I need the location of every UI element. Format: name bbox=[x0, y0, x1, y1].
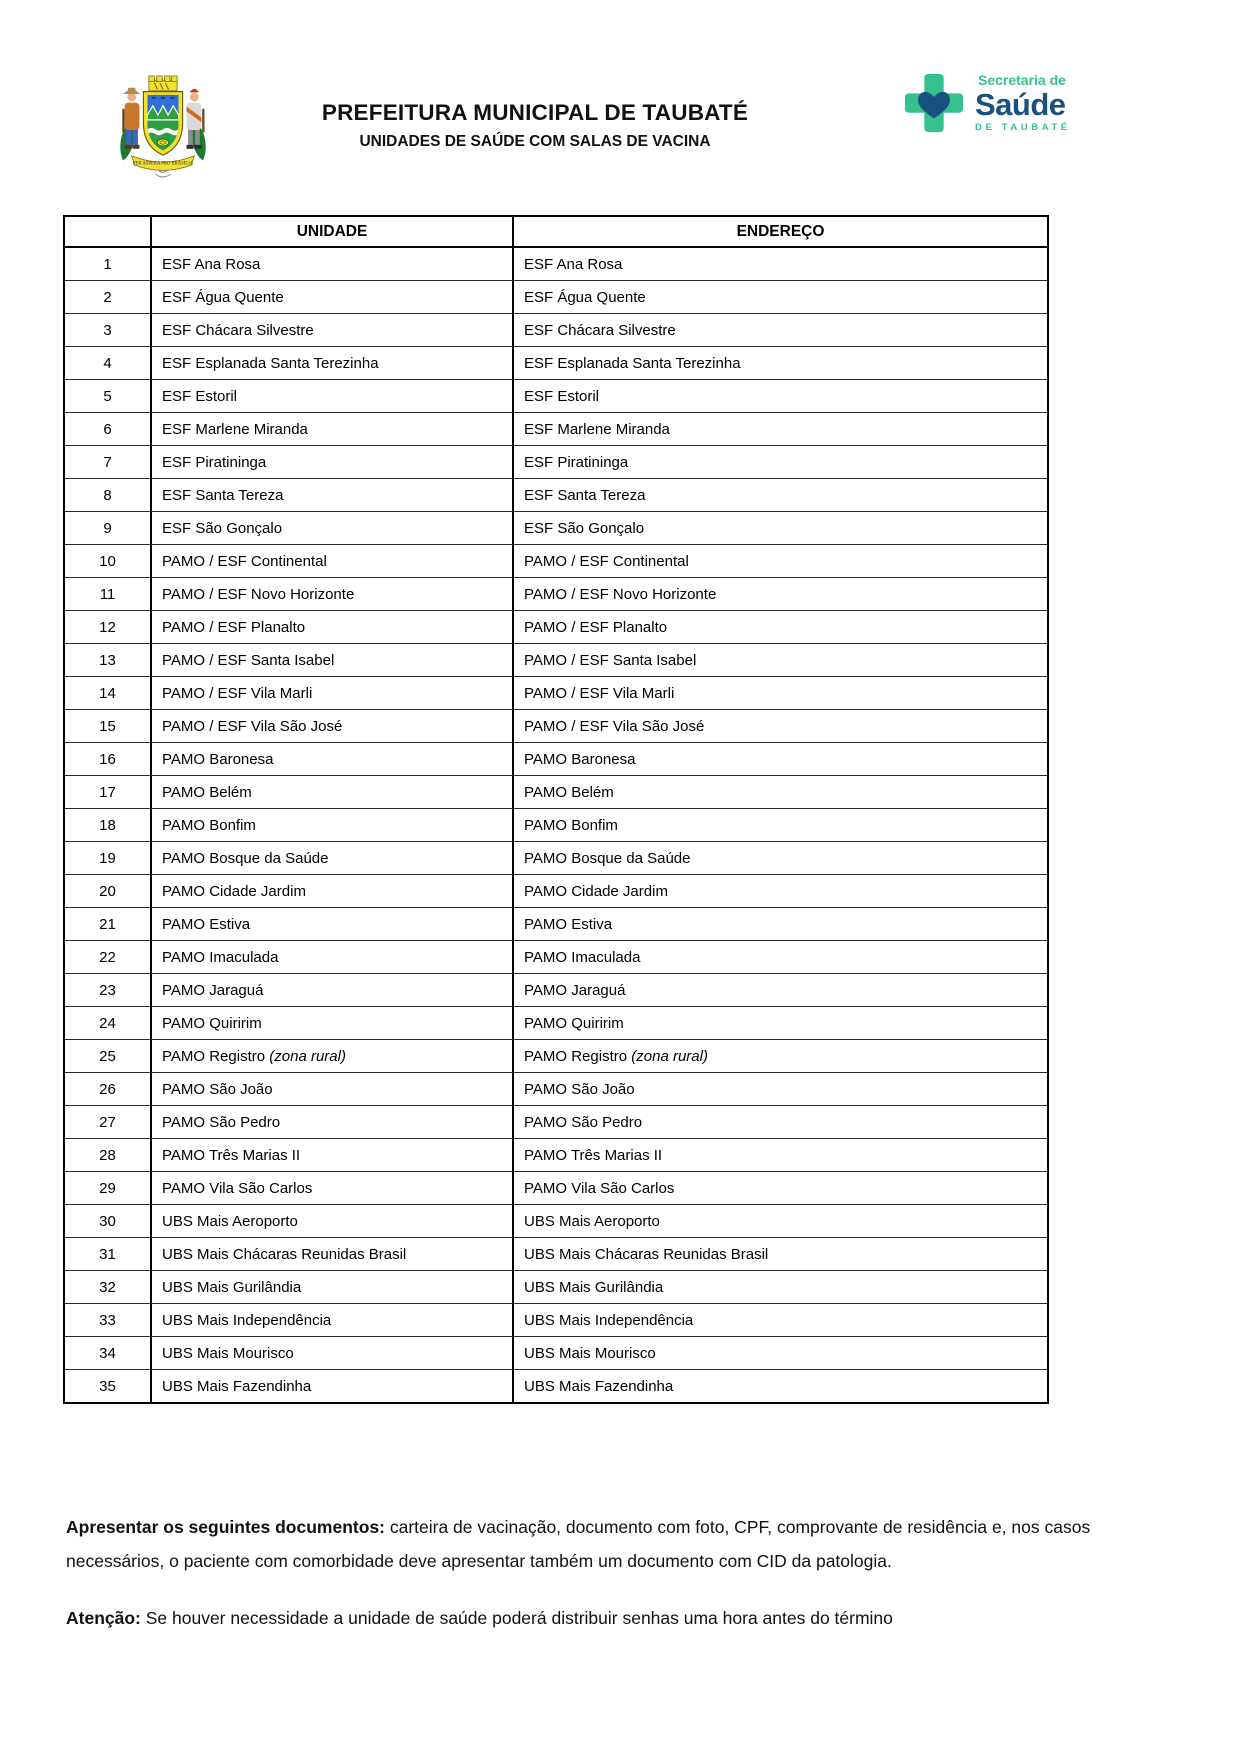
row-number-cell: 20 bbox=[64, 875, 151, 908]
table-row bbox=[64, 776, 1048, 809]
table-row bbox=[64, 941, 1048, 974]
row-number-cell: 15 bbox=[64, 710, 151, 743]
unidade-cell: PAMO Jaraguá bbox=[151, 974, 513, 1007]
unidade-cell: ESF Marlene Miranda bbox=[151, 413, 513, 446]
table-row bbox=[64, 1370, 1048, 1404]
attention-note bbox=[66, 1601, 1151, 1635]
attention-note-text: Se houver necessidade a unidade de saúde poderá distribuir senhas uma hora antes do término bbox=[140, 1608, 893, 1628]
column-header-number bbox=[64, 216, 151, 247]
endereco-cell: ESF Ana Rosa bbox=[513, 247, 1048, 281]
unidade-cell: ESF Piratininga bbox=[151, 446, 513, 479]
saude-secretariat-logo bbox=[903, 72, 1071, 134]
unidade-cell: ESF Chácara Silvestre bbox=[151, 314, 513, 347]
unidade-cell: PAMO São João bbox=[151, 1073, 513, 1106]
row-number-cell: 2 bbox=[64, 281, 151, 314]
table-row bbox=[64, 1172, 1048, 1205]
endereco-cell: PAMO / ESF Vila São José bbox=[513, 710, 1048, 743]
page-title: PREFEITURA MUNICIPAL DE TAUBATÉ bbox=[321, 100, 749, 125]
table-row bbox=[64, 677, 1048, 710]
endereco-cell: ESF Chácara Silvestre bbox=[513, 314, 1048, 347]
row-number-cell: 24 bbox=[64, 1007, 151, 1040]
endereco-cell: PAMO Jaraguá bbox=[513, 974, 1048, 1007]
unidade-cell: PAMO Cidade Jardim bbox=[151, 875, 513, 908]
unidade-cell: PAMO Baronesa bbox=[151, 743, 513, 776]
table-row bbox=[64, 1304, 1048, 1337]
unidade-cell: ESF Água Quente bbox=[151, 281, 513, 314]
endereco-cell: UBS Mais Independência bbox=[513, 1304, 1048, 1337]
row-number-cell: 31 bbox=[64, 1238, 151, 1271]
row-number-cell: 33 bbox=[64, 1304, 151, 1337]
unidade-cell: UBS Mais Chácaras Reunidas Brasil bbox=[151, 1238, 513, 1271]
endereco-cell: ESF São Gonçalo bbox=[513, 512, 1048, 545]
table-row bbox=[64, 578, 1048, 611]
endereco-cell: PAMO Vila São Carlos bbox=[513, 1172, 1048, 1205]
row-number-cell: 34 bbox=[64, 1337, 151, 1370]
endereco-cell-note: (zona rural) bbox=[627, 1047, 708, 1065]
table-row bbox=[64, 611, 1048, 644]
endereco-cell: UBS Mais Gurilândia bbox=[513, 1271, 1048, 1304]
endereco-cell: ESF Esplanada Santa Terezinha bbox=[513, 347, 1048, 380]
row-number-cell: 23 bbox=[64, 974, 151, 1007]
row-number-cell: 17 bbox=[64, 776, 151, 809]
table-row bbox=[64, 1205, 1048, 1238]
row-number-cell: 10 bbox=[64, 545, 151, 578]
table-row bbox=[64, 314, 1048, 347]
endereco-cell: PAMO São João bbox=[513, 1073, 1048, 1106]
endereco-cell: ESF Água Quente bbox=[513, 281, 1048, 314]
unidade-cell: PAMO Quiririm bbox=[151, 1007, 513, 1040]
unidade-cell: PAMO / ESF Novo Horizonte bbox=[151, 578, 513, 611]
row-number-cell: 21 bbox=[64, 908, 151, 941]
table-row bbox=[64, 413, 1048, 446]
row-number-cell: 25 bbox=[64, 1040, 151, 1073]
table-row bbox=[64, 446, 1048, 479]
row-number-cell: 29 bbox=[64, 1172, 151, 1205]
table-row bbox=[64, 347, 1048, 380]
endereco-cell: PAMO Quiririm bbox=[513, 1007, 1048, 1040]
row-number-cell: 16 bbox=[64, 743, 151, 776]
row-number-cell: 22 bbox=[64, 941, 151, 974]
table-row bbox=[64, 1337, 1048, 1370]
table-row bbox=[64, 1139, 1048, 1172]
row-number-cell: 18 bbox=[64, 809, 151, 842]
unidade-cell: UBS Mais Mourisco bbox=[151, 1337, 513, 1370]
unidade-cell: ESF Ana Rosa bbox=[151, 247, 513, 281]
table-row bbox=[64, 1040, 1048, 1073]
endereco-cell: PAMO Baronesa bbox=[513, 743, 1048, 776]
row-number-cell: 12 bbox=[64, 611, 151, 644]
unidade-cell: PAMO Registro (zona rural) bbox=[151, 1040, 513, 1073]
saude-logo-line1: Secretaria de bbox=[978, 72, 1066, 89]
unidade-cell: PAMO / ESF Planalto bbox=[151, 611, 513, 644]
table-row bbox=[64, 908, 1048, 941]
table-row bbox=[64, 1271, 1048, 1304]
unidade-cell: ESF Esplanada Santa Terezinha bbox=[151, 347, 513, 380]
table-row bbox=[64, 1106, 1048, 1139]
unidade-cell: UBS Mais Aeroporto bbox=[151, 1205, 513, 1238]
endereco-cell: PAMO Três Marias II bbox=[513, 1139, 1048, 1172]
row-number-cell: 8 bbox=[64, 479, 151, 512]
row-number-cell: 9 bbox=[64, 512, 151, 545]
column-header-unidade: UNIDADE bbox=[151, 216, 513, 247]
table-row bbox=[64, 1073, 1048, 1106]
unidade-cell: PAMO Imaculada bbox=[151, 941, 513, 974]
saude-logo-text bbox=[975, 73, 1071, 133]
endereco-cell: PAMO Imaculada bbox=[513, 941, 1048, 974]
endereco-cell: ESF Estoril bbox=[513, 380, 1048, 413]
table-row bbox=[64, 512, 1048, 545]
unidade-cell: PAMO / ESF Santa Isabel bbox=[151, 644, 513, 677]
row-number-cell: 30 bbox=[64, 1205, 151, 1238]
unidade-cell: PAMO / ESF Vila Marli bbox=[151, 677, 513, 710]
endereco-cell: PAMO / ESF Novo Horizonte bbox=[513, 578, 1048, 611]
crest-motto: PER ASPERA PRO BRASILIA bbox=[132, 161, 194, 167]
unidade-cell: UBS Mais Independência bbox=[151, 1304, 513, 1337]
unidade-cell: ESF São Gonçalo bbox=[151, 512, 513, 545]
row-number-cell: 19 bbox=[64, 842, 151, 875]
row-number-cell: 6 bbox=[64, 413, 151, 446]
endereco-cell: PAMO Bosque da Saúde bbox=[513, 842, 1048, 875]
row-number-cell: 7 bbox=[64, 446, 151, 479]
unidade-cell: ESF Estoril bbox=[151, 380, 513, 413]
units-table-body bbox=[64, 247, 1048, 1403]
table-row bbox=[64, 1238, 1048, 1271]
unidade-cell: PAMO / ESF Continental bbox=[151, 545, 513, 578]
row-number-cell: 26 bbox=[64, 1073, 151, 1106]
row-number-cell: 11 bbox=[64, 578, 151, 611]
unidade-cell: PAMO Bosque da Saúde bbox=[151, 842, 513, 875]
table-row bbox=[64, 743, 1048, 776]
unidade-cell: UBS Mais Fazendinha bbox=[151, 1370, 513, 1404]
mural-crown bbox=[149, 76, 177, 91]
endereco-cell: UBS Mais Aeroporto bbox=[513, 1205, 1048, 1238]
endereco-cell: PAMO / ESF Vila Marli bbox=[513, 677, 1048, 710]
attention-note-label: Atenção: bbox=[66, 1608, 141, 1628]
unidade-cell: PAMO / ESF Vila São José bbox=[151, 710, 513, 743]
row-number-cell: 1 bbox=[64, 247, 151, 281]
documents-note-text: carteira de vacinação, documento com foto, CPF, comprovante de residência e, nos casos necessários, o paciente com comorbidade deve apresentar também um documento com CID da patologia. bbox=[66, 1517, 1091, 1571]
table-row bbox=[64, 281, 1048, 314]
unidade-cell: PAMO Bonfim bbox=[151, 809, 513, 842]
table-row bbox=[64, 644, 1048, 677]
endereco-cell: UBS Mais Chácaras Reunidas Brasil bbox=[513, 1238, 1048, 1271]
endereco-cell: PAMO Belém bbox=[513, 776, 1048, 809]
table-row bbox=[64, 710, 1048, 743]
documents-note-label: Apresentar os seguintes documentos: bbox=[66, 1517, 385, 1537]
documents-note bbox=[66, 1510, 1151, 1578]
unidade-cell: UBS Mais Gurilândia bbox=[151, 1271, 513, 1304]
row-number-cell: 35 bbox=[64, 1370, 151, 1404]
table-row bbox=[64, 545, 1048, 578]
row-number-cell: 14 bbox=[64, 677, 151, 710]
unidade-cell: PAMO Belém bbox=[151, 776, 513, 809]
table-row bbox=[64, 809, 1048, 842]
endereco-cell: PAMO Registro (zona rural) bbox=[513, 1040, 1048, 1073]
row-number-cell: 3 bbox=[64, 314, 151, 347]
row-number-cell: 28 bbox=[64, 1139, 151, 1172]
saude-logo-line2: Saúde bbox=[975, 87, 1066, 123]
table-row bbox=[64, 842, 1048, 875]
endereco-cell: UBS Mais Fazendinha bbox=[513, 1370, 1048, 1404]
row-number-cell: 32 bbox=[64, 1271, 151, 1304]
endereco-cell: PAMO Bonfim bbox=[513, 809, 1048, 842]
table-row bbox=[64, 247, 1048, 281]
health-cross-heart-icon bbox=[903, 72, 965, 134]
table-row bbox=[64, 1007, 1048, 1040]
footer-notes bbox=[66, 1510, 1151, 1635]
row-number-cell: 5 bbox=[64, 380, 151, 413]
header-titles bbox=[130, 100, 940, 151]
endereco-cell: PAMO Cidade Jardim bbox=[513, 875, 1048, 908]
endereco-cell: PAMO Estiva bbox=[513, 908, 1048, 941]
row-number-cell: 13 bbox=[64, 644, 151, 677]
unidade-cell: PAMO São Pedro bbox=[151, 1106, 513, 1139]
endereco-cell: PAMO / ESF Planalto bbox=[513, 611, 1048, 644]
table-header bbox=[64, 216, 1048, 247]
table-row bbox=[64, 380, 1048, 413]
saude-logo-line3: DE TAUBATÉ bbox=[975, 122, 1071, 134]
endereco-cell: ESF Marlene Miranda bbox=[513, 413, 1048, 446]
unidade-cell-note: (zona rural) bbox=[265, 1047, 346, 1065]
unidade-cell: PAMO Vila São Carlos bbox=[151, 1172, 513, 1205]
table-row bbox=[64, 479, 1048, 512]
endereco-cell: PAMO / ESF Continental bbox=[513, 545, 1048, 578]
unidade-cell: ESF Santa Tereza bbox=[151, 479, 513, 512]
endereco-cell: UBS Mais Mourisco bbox=[513, 1337, 1048, 1370]
endereco-cell: ESF Santa Tereza bbox=[513, 479, 1048, 512]
table-row bbox=[64, 974, 1048, 1007]
unidade-cell: PAMO Três Marias II bbox=[151, 1139, 513, 1172]
table-row bbox=[64, 875, 1048, 908]
page-subtitle: UNIDADES DE SAÚDE COM SALAS DE VACINA bbox=[359, 133, 711, 150]
motto-ribbon bbox=[132, 156, 195, 177]
row-number-cell: 27 bbox=[64, 1106, 151, 1139]
row-number-cell: 4 bbox=[64, 347, 151, 380]
endereco-cell: PAMO São Pedro bbox=[513, 1106, 1048, 1139]
vaccine-units-table bbox=[63, 215, 1049, 1404]
column-header-endereco: ENDEREÇO bbox=[513, 216, 1048, 247]
endereco-cell: ESF Piratininga bbox=[513, 446, 1048, 479]
endereco-cell: PAMO / ESF Santa Isabel bbox=[513, 644, 1048, 677]
unidade-cell: PAMO Estiva bbox=[151, 908, 513, 941]
